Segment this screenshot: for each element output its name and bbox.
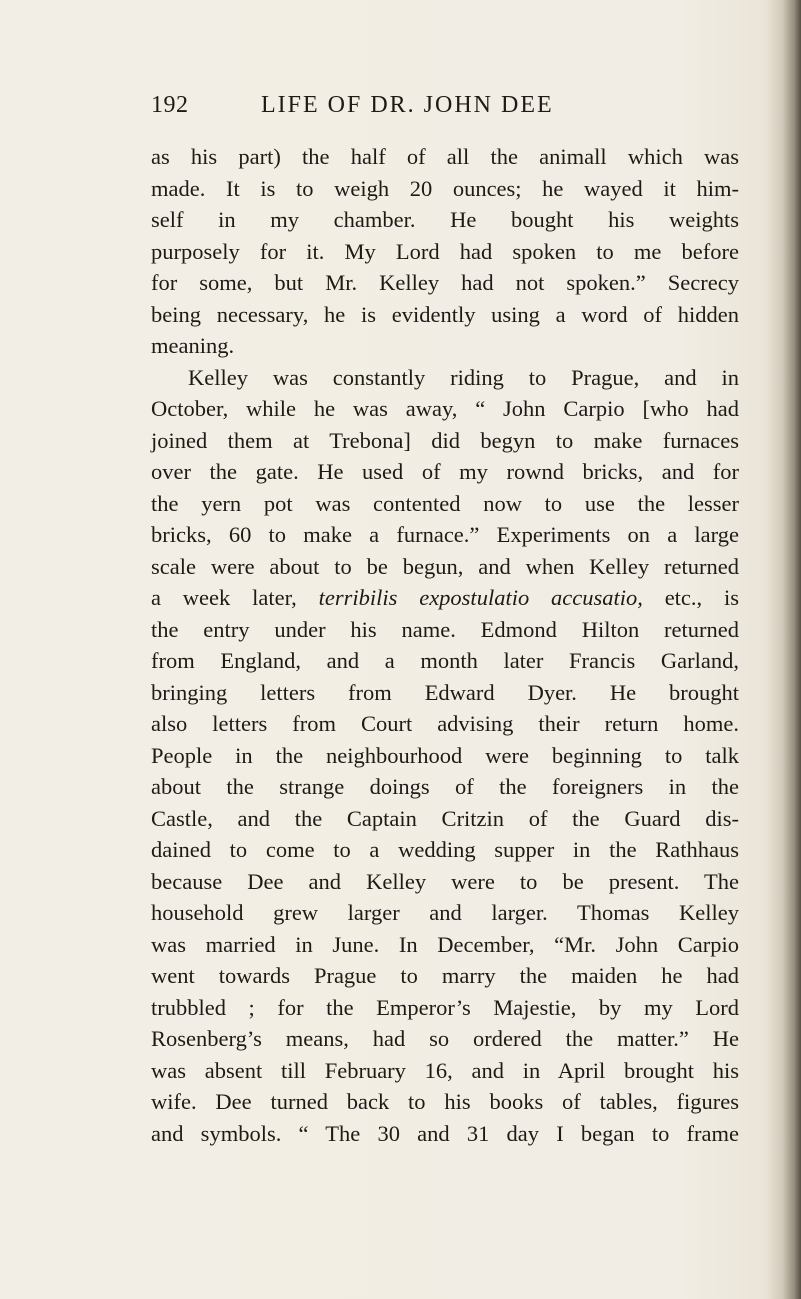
text-line: was absent till February 16, and in April brought his — [151, 1057, 739, 1083]
text-line: from England, and a month later Francis Garland, — [151, 648, 739, 673]
text-line: made. It is to weigh 20 ounces; he wayed it him- — [151, 175, 739, 201]
text-line: for some, but Mr. Kelley had not spoken.” Secrecy — [151, 270, 739, 295]
text-line: wife. Dee turned back to his books of tables, figures — [151, 1089, 739, 1114]
text-line: bringing letters from Edward Dyer. He brought — [151, 679, 739, 705]
page-number: 192 — [151, 92, 189, 118]
text-line: as his part) the half of all the animall which was — [151, 144, 739, 169]
text-line: household grew larger and larger. Thomas Kelley — [151, 900, 739, 925]
text-line: the entry under his name. Edmond Hilton returned — [151, 616, 739, 642]
text-line: about the strange doings of the foreigners in the — [151, 774, 739, 799]
text-line: the yern pot was contented now to use the lesser — [151, 490, 739, 516]
text-line: and symbols. “ The 30 and 31 day I began to frame — [151, 1120, 739, 1146]
text-line: purposely for it. My Lord had spoken to me before — [151, 238, 739, 264]
text-line: joined them at Trebona] did begyn to make furnaces — [151, 427, 739, 453]
text-line: being necessary, he is evidently using a word of hidden — [151, 301, 739, 327]
text-line — [151, 582, 739, 614]
latin-phrase: terribilis expostulatio accusatio, — [318, 585, 643, 610]
text-line: bricks, 60 to make a furnace.” Experiments on a large — [151, 522, 739, 547]
text-line: People in the neighbourhood were beginning to talk — [151, 742, 739, 768]
page-header — [151, 92, 711, 132]
text-line: Kelley was constantly riding to Prague, and in — [188, 364, 739, 390]
text-line: was married in June. In December, “Mr. John Carpio — [151, 931, 739, 957]
text-segment: a week later, — [151, 585, 319, 610]
text-line: Castle, and the Captain Critzin of the Guard dis- — [151, 805, 739, 831]
text-line: scale were about to be begun, and when Kelley returned — [151, 553, 739, 579]
text-line: also letters from Court advising their return home. — [151, 711, 739, 736]
text-line: trubbled ; for the Emperor’s Majestie, by my Lord — [151, 994, 739, 1020]
text-line: dained to come to a wedding supper in the Rathhaus — [151, 837, 739, 862]
running-title: LIFE OF DR. JOHN DEE — [261, 92, 554, 118]
text-line: meaning. — [151, 333, 235, 358]
text-line: October, while he was away, “ John Carpio [who had — [151, 396, 739, 421]
body-text — [151, 141, 739, 1149]
text-line: because Dee and Kelley were to be present. The — [151, 868, 739, 894]
text-segment: etc., is — [642, 585, 739, 610]
text-line: over the gate. He used of my rownd bricks, and for — [151, 459, 739, 484]
text-line: went towards Prague to marry the maiden he had — [151, 963, 739, 988]
text-line: self in my chamber. He bought his weights — [151, 207, 739, 232]
text-line: Rosenberg’s means, had so ordered the matter.” He — [151, 1026, 739, 1051]
spine-shadow — [767, 0, 801, 1299]
